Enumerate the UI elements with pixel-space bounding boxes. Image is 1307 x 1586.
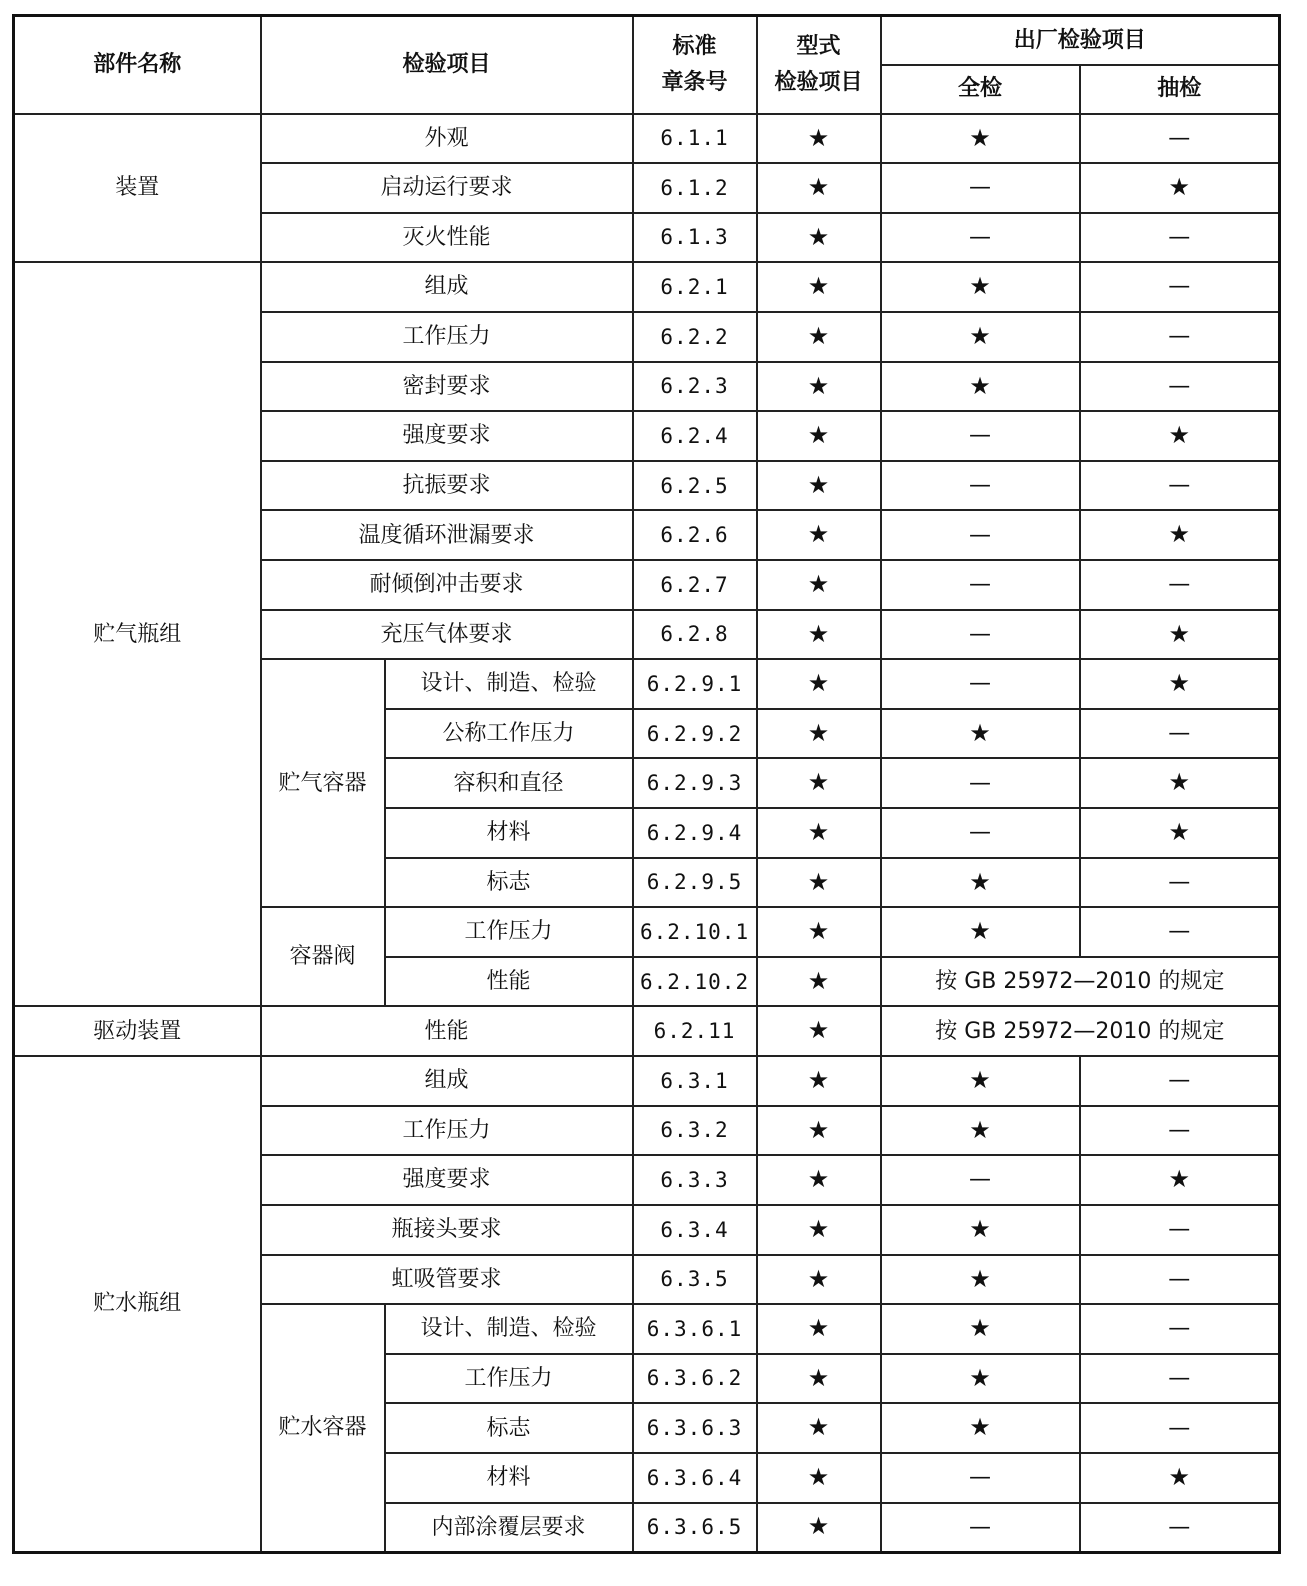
- clause-number-cell: 6.2.10.2: [633, 957, 757, 1007]
- full-inspection-mark: ★: [881, 362, 1080, 412]
- inspection-item-cell: 容积和直径: [385, 758, 633, 808]
- inspection-table: [12, 14, 1281, 1554]
- header-clause-no: [633, 16, 757, 114]
- table-row: [14, 262, 1280, 312]
- header-sampling: 抽检: [1080, 65, 1280, 114]
- sampling-mark: —: [1080, 560, 1280, 610]
- sampling-mark: —: [1080, 858, 1280, 908]
- clause-number-cell: 6.3.6.3: [633, 1403, 757, 1453]
- inspection-item-cell: 密封要求: [261, 362, 633, 412]
- clause-number-cell: 6.2.6: [633, 510, 757, 560]
- full-inspection-mark: —: [881, 213, 1080, 263]
- type-test-mark: ★: [757, 1006, 881, 1056]
- header-factory-test: 出厂检验项目: [881, 16, 1280, 65]
- clause-number-cell: 6.1.3: [633, 213, 757, 263]
- type-test-mark: ★: [757, 1255, 881, 1305]
- clause-number-cell: 6.3.6.5: [633, 1503, 757, 1553]
- sampling-mark: —: [1080, 1503, 1280, 1553]
- type-test-mark: ★: [757, 510, 881, 560]
- full-inspection-mark: —: [881, 163, 1080, 213]
- type-test-mark: ★: [757, 1503, 881, 1553]
- type-test-mark: ★: [757, 858, 881, 908]
- type-test-mark: ★: [757, 262, 881, 312]
- inspection-item-cell: 设计、制造、检验: [385, 659, 633, 709]
- factory-test-note: 按 GB 25972—2010 的规定: [881, 957, 1280, 1007]
- factory-test-note: 按 GB 25972—2010 的规定: [881, 1006, 1280, 1056]
- inspection-item-cell: 瓶接头要求: [261, 1205, 633, 1255]
- sub-part-cell: 贮气容器: [261, 659, 385, 907]
- inspection-item-cell: 外观: [261, 114, 633, 164]
- clause-number-cell: 6.2.9.2: [633, 709, 757, 759]
- sampling-mark: —: [1080, 1354, 1280, 1404]
- table-row: [14, 1056, 1280, 1106]
- clause-number-cell: 6.3.6.2: [633, 1354, 757, 1404]
- clause-number-cell: 6.3.6.4: [633, 1453, 757, 1503]
- clause-number-cell: 6.2.1: [633, 262, 757, 312]
- sampling-mark: —: [1080, 312, 1280, 362]
- inspection-item-cell: 组成: [261, 1056, 633, 1106]
- header-part-name: 部件名称: [14, 16, 261, 114]
- inspection-item-cell: 工作压力: [261, 1106, 633, 1156]
- part-name-cell: 装置: [14, 114, 261, 263]
- inspection-item-cell: 标志: [385, 858, 633, 908]
- sampling-mark: —: [1080, 1056, 1280, 1106]
- type-test-mark: ★: [757, 709, 881, 759]
- full-inspection-mark: ★: [881, 907, 1080, 957]
- inspection-item-cell: 组成: [261, 262, 633, 312]
- sampling-mark: —: [1080, 1304, 1280, 1354]
- full-inspection-mark: ★: [881, 1205, 1080, 1255]
- sampling-mark: —: [1080, 1106, 1280, 1156]
- clause-number-cell: 6.2.9.5: [633, 858, 757, 908]
- clause-number-cell: 6.2.8: [633, 610, 757, 660]
- inspection-item-cell: 耐倾倒冲击要求: [261, 560, 633, 610]
- full-inspection-mark: ★: [881, 1354, 1080, 1404]
- inspection-item-cell: 强度要求: [261, 1155, 633, 1205]
- type-test-mark: ★: [757, 1205, 881, 1255]
- full-inspection-mark: ★: [881, 858, 1080, 908]
- sampling-mark: —: [1080, 1205, 1280, 1255]
- type-test-mark: ★: [757, 907, 881, 957]
- sampling-mark: —: [1080, 907, 1280, 957]
- clause-number-cell: 6.2.5: [633, 461, 757, 511]
- type-test-mark: ★: [757, 1453, 881, 1503]
- sampling-mark: ★: [1080, 1155, 1280, 1205]
- type-test-mark: ★: [757, 1304, 881, 1354]
- inspection-item-cell: 工作压力: [385, 1354, 633, 1404]
- full-inspection-mark: —: [881, 461, 1080, 511]
- header-type-test: [757, 16, 881, 114]
- table-body: [14, 114, 1280, 1553]
- full-inspection-mark: ★: [881, 114, 1080, 164]
- inspection-item-cell: 设计、制造、检验: [385, 1304, 633, 1354]
- full-inspection-mark: ★: [881, 312, 1080, 362]
- full-inspection-mark: ★: [881, 1056, 1080, 1106]
- type-test-mark: ★: [757, 461, 881, 511]
- inspection-item-cell: 工作压力: [261, 312, 633, 362]
- full-inspection-mark: —: [881, 610, 1080, 660]
- type-test-mark: ★: [757, 610, 881, 660]
- type-test-mark: ★: [757, 957, 881, 1007]
- inspection-item-cell: 内部涂覆层要求: [385, 1503, 633, 1553]
- inspection-item-cell: 工作压力: [385, 907, 633, 957]
- sampling-mark: —: [1080, 1255, 1280, 1305]
- full-inspection-mark: ★: [881, 1403, 1080, 1453]
- type-test-mark: ★: [757, 1354, 881, 1404]
- full-inspection-mark: ★: [881, 1304, 1080, 1354]
- sampling-mark: ★: [1080, 1453, 1280, 1503]
- type-test-mark: ★: [757, 1155, 881, 1205]
- clause-number-cell: 6.2.11: [633, 1006, 757, 1056]
- inspection-item-cell: 抗振要求: [261, 461, 633, 511]
- sampling-mark: —: [1080, 709, 1280, 759]
- full-inspection-mark: —: [881, 411, 1080, 461]
- clause-number-cell: 6.1.2: [633, 163, 757, 213]
- inspection-item-cell: 标志: [385, 1403, 633, 1453]
- type-test-mark: ★: [757, 213, 881, 263]
- sampling-mark: ★: [1080, 163, 1280, 213]
- clause-number-cell: 6.3.2: [633, 1106, 757, 1156]
- clause-number-cell: 6.2.9.1: [633, 659, 757, 709]
- inspection-item-cell: 性能: [261, 1006, 633, 1056]
- type-test-mark: ★: [757, 163, 881, 213]
- header-type-test-line1: 型式: [796, 34, 841, 60]
- full-inspection-mark: ★: [881, 1106, 1080, 1156]
- part-name-cell: 驱动装置: [14, 1006, 261, 1056]
- header-clause-no-line1: 标准: [672, 34, 717, 60]
- clause-number-cell: 6.2.7: [633, 560, 757, 610]
- table-row: [14, 114, 1280, 164]
- sampling-mark: —: [1080, 1403, 1280, 1453]
- type-test-mark: ★: [757, 758, 881, 808]
- sampling-mark: ★: [1080, 808, 1280, 858]
- full-inspection-mark: ★: [881, 709, 1080, 759]
- inspection-item-cell: 温度循环泄漏要求: [261, 510, 633, 560]
- full-inspection-mark: —: [881, 808, 1080, 858]
- sampling-mark: —: [1080, 213, 1280, 263]
- sampling-mark: —: [1080, 362, 1280, 412]
- header-clause-no-line2: 章条号: [661, 69, 728, 95]
- clause-number-cell: 6.3.4: [633, 1205, 757, 1255]
- inspection-item-cell: 材料: [385, 1453, 633, 1503]
- sampling-mark: ★: [1080, 659, 1280, 709]
- sampling-mark: ★: [1080, 758, 1280, 808]
- inspection-item-cell: 灭火性能: [261, 213, 633, 263]
- sub-part-cell: 贮水容器: [261, 1304, 385, 1552]
- clause-number-cell: 6.3.6.1: [633, 1304, 757, 1354]
- sub-part-cell: 容器阀: [261, 907, 385, 1006]
- sampling-mark: —: [1080, 262, 1280, 312]
- full-inspection-mark: —: [881, 510, 1080, 560]
- full-inspection-mark: —: [881, 1453, 1080, 1503]
- clause-number-cell: 6.2.9.4: [633, 808, 757, 858]
- clause-number-cell: 6.2.10.1: [633, 907, 757, 957]
- inspection-item-cell: 材料: [385, 808, 633, 858]
- clause-number-cell: 6.1.1: [633, 114, 757, 164]
- type-test-mark: ★: [757, 1056, 881, 1106]
- full-inspection-mark: ★: [881, 1255, 1080, 1305]
- full-inspection-mark: ★: [881, 262, 1080, 312]
- inspection-item-cell: 充压气体要求: [261, 610, 633, 660]
- clause-number-cell: 6.3.3: [633, 1155, 757, 1205]
- sampling-mark: ★: [1080, 610, 1280, 660]
- inspection-item-cell: 虹吸管要求: [261, 1255, 633, 1305]
- type-test-mark: ★: [757, 411, 881, 461]
- sampling-mark: ★: [1080, 510, 1280, 560]
- clause-number-cell: 6.3.1: [633, 1056, 757, 1106]
- clause-number-cell: 6.3.5: [633, 1255, 757, 1305]
- clause-number-cell: 6.2.3: [633, 362, 757, 412]
- full-inspection-mark: —: [881, 1155, 1080, 1205]
- type-test-mark: ★: [757, 808, 881, 858]
- type-test-mark: ★: [757, 1403, 881, 1453]
- part-name-cell: 贮气瓶组: [14, 262, 261, 1006]
- type-test-mark: ★: [757, 114, 881, 164]
- header-inspection-item: 检验项目: [261, 16, 633, 114]
- sampling-mark: —: [1080, 461, 1280, 511]
- inspection-item-cell: 性能: [385, 957, 633, 1007]
- sampling-mark: ★: [1080, 411, 1280, 461]
- inspection-item-cell: 强度要求: [261, 411, 633, 461]
- type-test-mark: ★: [757, 362, 881, 412]
- type-test-mark: ★: [757, 659, 881, 709]
- type-test-mark: ★: [757, 1106, 881, 1156]
- inspection-item-cell: 启动运行要求: [261, 163, 633, 213]
- table-row: [14, 1006, 1280, 1056]
- full-inspection-mark: —: [881, 560, 1080, 610]
- part-name-cell: 贮水瓶组: [14, 1056, 261, 1552]
- header-full-inspection: 全检: [881, 65, 1080, 114]
- clause-number-cell: 6.2.4: [633, 411, 757, 461]
- full-inspection-mark: —: [881, 758, 1080, 808]
- full-inspection-mark: —: [881, 659, 1080, 709]
- clause-number-cell: 6.2.9.3: [633, 758, 757, 808]
- sampling-mark: —: [1080, 114, 1280, 164]
- full-inspection-mark: —: [881, 1503, 1080, 1553]
- clause-number-cell: 6.2.2: [633, 312, 757, 362]
- inspection-item-cell: 公称工作压力: [385, 709, 633, 759]
- header-type-test-line2: 检验项目: [774, 69, 863, 95]
- type-test-mark: ★: [757, 312, 881, 362]
- type-test-mark: ★: [757, 560, 881, 610]
